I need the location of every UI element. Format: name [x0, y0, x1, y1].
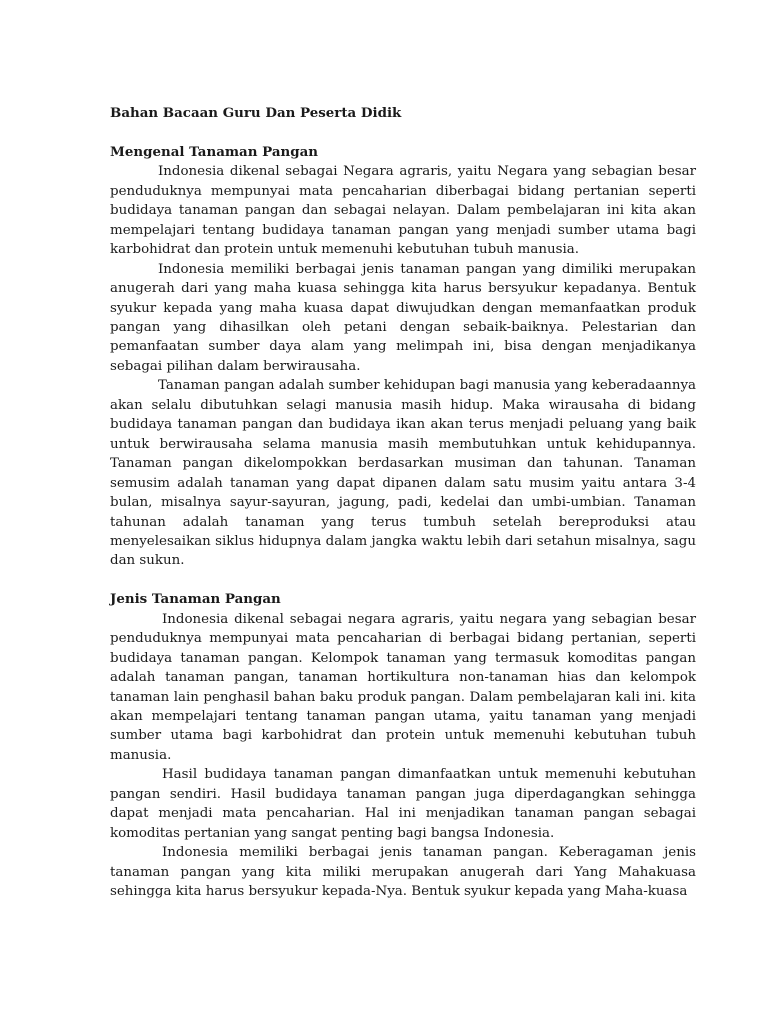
paragraph: Indonesia dikenal sebagai negara agraris, yaitu negara yang sebagian besar penduduknya mempunyai mata pencaharian di berbagai bidang pertanian, seperti budidaya tanaman pangan. Kelompok tanaman yang termasuk komoditas pangan adalah tanaman pangan, tanaman hortikultura non-tanaman hias dan kelompok tanaman lain penghasil bahan baku produk pangan. Dalam pembelajaran kali ini. kita akan mempelajari tentang tanaman pangan utama, yaitu tanaman yang menjadi sumber utama bagi karbohidrat dan protein untuk memenuhi kebutuhan tubuh manusia.	[110, 611, 696, 763]
paragraph: Indonesia memiliki berbagai jenis tanaman pangan yang dimiliki merupakan anugerah dari yang maha kuasa sehingga kita harus bersyukur kepadanya. Bentuk syukur kepada yang maha kuasa dapat diwujudkan dengan memanfaatkan produk pangan yang dihasilkan oleh petani dengan sebaik-baiknya. Pelestarian dan pemanfaatan sumber daya alam yang melimpah ini, bisa dengan menjadikanya sebagai pilihan dalam berwirausaha.	[110, 261, 696, 374]
section-heading-mengenal: Mengenal Tanaman Pangan	[110, 143, 319, 160]
paragraph: Tanaman pangan adalah sumber kehidupan bagi manusia yang keberadaannya akan selalu dibutuhkan selagi manusia masih hidup. Maka wirausaha di bidang budidaya tanaman pangan dan budidaya ikan akan terus menjadi peluang yang baik untuk berwirausaha selama manusia masih membutuhkan untuk kehidupannya. Tanaman pangan dikelompokkan berdasarkan musiman dan tahunan. Tanaman semusim adalah tanaman yang dapat dipanen dalam satu musim yaitu antara 3-4 bulan, misalnya sayur-sayuran, jagung, padi, kedelai dan umbi-umbian. Tanaman tahunan adalah tanaman yang terus tumbuh setelah bereproduksi atau menyelesaikan siklus hidupnya dalam jangka waktu lebih dari setahun misalnya, sagu dan sukun.	[110, 378, 696, 569]
paragraph: Indonesia dikenal sebagai Negara agraris, yaitu Negara yang sebagian besar penduduknya mempunyai mata pencaharian diberbagai bidang pertanian seperti budidaya tanaman pangan dan sebagai nelayan. Dalam pembelajaran ini kita akan mempelajari tentang budidaya tanaman pangan yang menjadi sumber utama bagi karbohidrat dan protein untuk memenuhi kebutuhan tubuh manusia.	[110, 164, 696, 258]
paragraph: Hasil budidaya tanaman pangan dimanfaatkan untuk memenuhi kebutuhan pangan sendiri. Hasil budidaya tanaman pangan juga diperdagangkan sehingga dapat menjadi mata pencaharian. Hal ini menjadikan tanaman pangan sebagai komoditas pertanian yang sangat penting bagi bangsa Indonesia.	[110, 767, 696, 841]
section-heading-jenis: Jenis Tanaman Pangan	[110, 591, 281, 608]
document-page	[110, 104, 696, 902]
document-title: Bahan Bacaan Guru Dan Peserta Didik	[110, 105, 402, 121]
paragraph: Indonesia memiliki berbagai jenis tanaman pangan. Keberagaman jenis tanaman pangan yang kita miliki merupakan anugerah dari Yang Mahakuasa sehingga kita harus bersyukur kepada-Nya. Bentuk syukur kepada yang Maha-kuasa	[110, 845, 696, 900]
